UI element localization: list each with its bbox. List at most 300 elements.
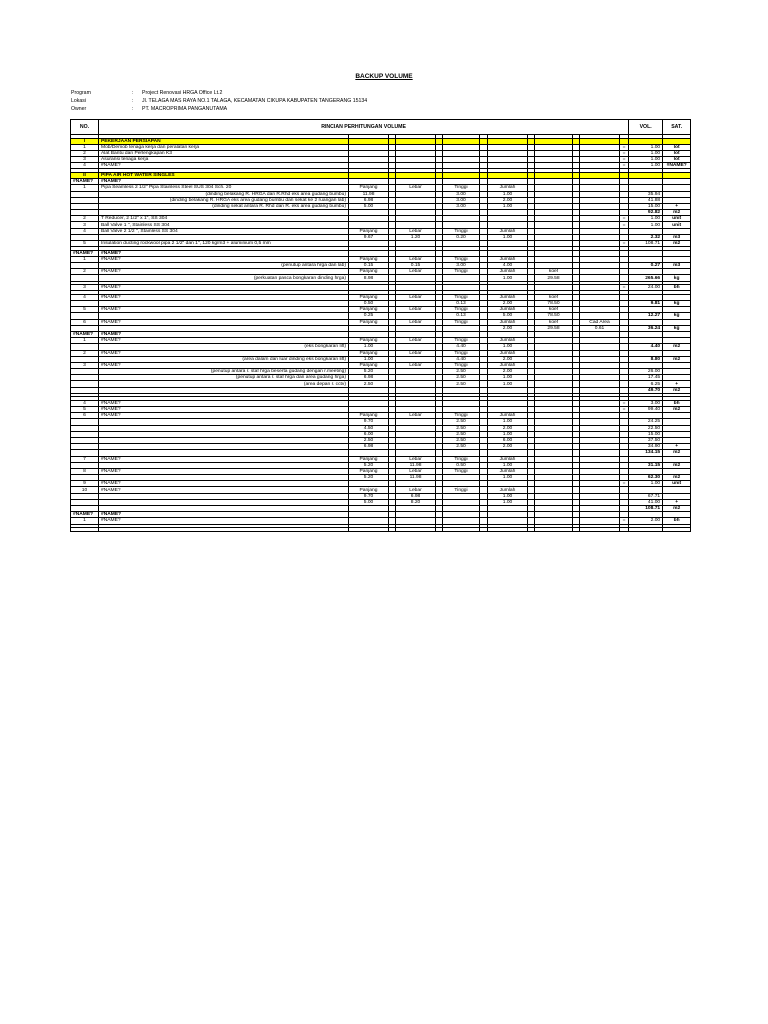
cell-dimension-d: 1.00 (488, 381, 528, 387)
cell-description: #NAME? (99, 338, 349, 344)
cell-no: 2 (71, 216, 99, 222)
cell-no: 1 (71, 144, 99, 150)
cell-description: #NAME? (99, 400, 349, 406)
info-label: Program (71, 90, 91, 96)
cell-dimension-b: Lebar (396, 256, 436, 262)
cell-description: #NAME? (99, 250, 349, 256)
cell-dimension-d: Jumlah (488, 319, 528, 325)
cell-volume: 31.15 (629, 462, 663, 468)
cell-volume: 108.71 (629, 241, 663, 247)
info-label: Owner (71, 106, 87, 112)
cell-no: 4 (71, 228, 99, 234)
cell-volume: 134.15 (629, 450, 663, 456)
cell-volume: 1.00 (629, 481, 663, 487)
cell-volume: 49.70 (629, 387, 663, 393)
cell-no: 4 (71, 163, 99, 169)
cell-dimension-a: 1.00 (349, 356, 389, 362)
cell-no: 3 (71, 222, 99, 228)
cell-description: #NAME? (99, 163, 349, 169)
info-separator: : (132, 98, 134, 104)
info-row-owner (71, 105, 367, 113)
cell-volume: 2.32 (629, 234, 663, 240)
cell-dimension-a: 5.00 (349, 499, 389, 505)
info-row-lokasi (71, 97, 367, 105)
cell-dimension-f: Cad Area (580, 319, 620, 325)
cell-dimension-a: Panjang (349, 185, 389, 191)
cell-unit: lot (663, 157, 691, 163)
cell-unit: + (663, 444, 691, 450)
cell-divider (389, 528, 396, 532)
cell-dimension-c: 4.40 (443, 356, 480, 362)
cell-volume: 1.00 (629, 163, 663, 169)
cell-no: 4 (71, 400, 99, 406)
cell-description: (dinding belakang R. HRGA dan R.Rhd eks area gudang bumbu) (99, 191, 349, 197)
volume-table (70, 119, 691, 532)
cell-description: #NAME? (99, 407, 349, 413)
cell-dimension-a: 0.15 (349, 263, 389, 269)
cell-dimension-b: Lebar (396, 338, 436, 344)
cell-dimension-e: 78.50 (535, 313, 573, 319)
cell-dimension-a: Panjang (349, 294, 389, 300)
cell-dimension-b: 6.98 (396, 493, 436, 499)
cell-unit: kg (663, 313, 691, 319)
cell-dimension-c: 0.20 (443, 234, 480, 240)
cell-dimension-a: 1.00 (349, 344, 389, 350)
cell-dimension-b: Lebar (396, 487, 436, 493)
cell-dimension-d: Jumlah (488, 456, 528, 462)
cell-equals: = (620, 150, 629, 156)
cell-dimension-b: Lebar (396, 269, 436, 275)
info-separator: : (132, 90, 134, 96)
cell-description: #NAME? (99, 362, 349, 368)
cell-no: I (71, 138, 99, 144)
cell-dimension-d: Jumlah (488, 228, 528, 234)
cell-volume: 265.66 (629, 275, 663, 281)
cell-dimension-c: 0.50 (443, 462, 480, 468)
cell-unit: m2 (663, 387, 691, 393)
cell-no: 2 (71, 269, 99, 275)
cell-volume: 24.00 (629, 285, 663, 291)
cell-dimension-e: 29.58 (535, 325, 573, 331)
cell-equals: = (620, 157, 629, 163)
cell-equals: = (620, 222, 629, 228)
cell-dimension-b: Lebar (396, 456, 436, 462)
cell-dimension-d: 1.00 (488, 234, 528, 240)
cell-dimension-d: 1.00 (488, 475, 528, 481)
cell-volume: 37.50 (629, 437, 663, 443)
cell-dimension-c (443, 528, 480, 532)
cell-unit: kg (663, 325, 691, 331)
cell-dimension-c: 3.00 (443, 197, 480, 203)
cell-equals: = (620, 407, 629, 413)
cell-description: #NAME? (99, 487, 349, 493)
cell-no: #NAME? (71, 179, 99, 185)
cell-equals: = (620, 241, 629, 247)
cell-volume: 1.00 (629, 222, 663, 228)
cell-volume: 41.88 (629, 197, 663, 203)
cell-divider (436, 528, 443, 532)
cell-volume: 35.94 (629, 191, 663, 197)
cell-dimension-e: koef (535, 294, 573, 300)
cell-dimension-c: Tinggi (443, 362, 480, 368)
cell-dimension-c: 3.00 (443, 191, 480, 197)
cell-description: Pipa Seamless 2 1/2" Pipa Stainless Steel SUS 304 Sch. 20 (99, 185, 349, 191)
cell-dimension-c: Tinggi (443, 256, 480, 262)
cell-no: 1 (71, 338, 99, 344)
cell-unit: m2 (663, 344, 691, 350)
cell-dimension-d: 2.00 (488, 425, 528, 431)
cell-dimension-e: koef (535, 319, 573, 325)
cell-description: #NAME? (99, 269, 349, 275)
cell-dimension-d: 4.00 (488, 263, 528, 269)
cell-dimension-a: 0.25 (349, 313, 389, 319)
cell-unit: + (663, 499, 691, 505)
cell-dimension-f: 0.61 (580, 325, 620, 331)
table-body (71, 135, 691, 532)
cell-dimension-a: 8.98 (349, 275, 389, 281)
cell-dimension-b: Lebar (396, 307, 436, 313)
cell-no: 5 (71, 307, 99, 313)
info-separator: : (132, 106, 134, 112)
cell-dimension-c: 2.50 (443, 425, 480, 431)
cell-dimension-c: Tinggi (443, 228, 480, 234)
cell-dimension-d: 2.00 (488, 325, 528, 331)
cell-divider (528, 528, 535, 532)
cell-description: (penutup antara r. staf hrga beserta gudang dengan r.meeting) (99, 369, 349, 375)
cell-equals (620, 528, 629, 532)
cell-volume: 9.81 (629, 301, 663, 307)
cell-no: 5 (71, 407, 99, 413)
cell-dimension-d: 1.00 (488, 493, 528, 499)
cell-dimension-d (488, 528, 528, 532)
cell-unit: bh (663, 518, 691, 524)
cell-volume: 2.00 (629, 518, 663, 524)
cell-dimension-b: Lebar (396, 185, 436, 191)
cell-volume: 15.00 (629, 431, 663, 437)
spacer-row (71, 528, 691, 532)
cell-equals: = (620, 285, 629, 291)
cell-dimension-c: 2.50 (443, 437, 480, 443)
cell-volume: 24.25 (629, 419, 663, 425)
cell-dimension-c: 2.50 (443, 444, 480, 450)
cell-unit: bh (663, 400, 691, 406)
header-no: NO. (71, 120, 99, 135)
cell-no: 1 (71, 256, 99, 262)
cell-dimension-c: Tinggi (443, 456, 480, 462)
cell-dimension-d: Jumlah (488, 307, 528, 313)
cell-unit: m2 (663, 356, 691, 362)
cell-dimension-a: 9.70 (349, 419, 389, 425)
cell-equals: = (620, 216, 629, 222)
cell-dimension-c: Tinggi (443, 185, 480, 191)
cell-dimension-b: 1.20 (396, 234, 436, 240)
cell-volume: 15.00 (629, 203, 663, 209)
cell-dimension-c: Tinggi (443, 487, 480, 493)
cell-dimension-d: 1.00 (488, 419, 528, 425)
cell-volume: 67.71 (629, 493, 663, 499)
info-row-program (71, 89, 367, 97)
cell-dimension-a: 5.00 (349, 203, 389, 209)
cell-dimension-d: Jumlah (488, 468, 528, 474)
cell-dimension-b (396, 528, 436, 532)
cell-description: (eks bongkaran lift) (99, 344, 349, 350)
cell-dimension-a: Panjang (349, 307, 389, 313)
cell-description: #NAME? (99, 350, 349, 356)
cell-volume: 6.25 (629, 381, 663, 387)
cell-dimension-d: Jumlah (488, 185, 528, 191)
cell-description: #NAME? (99, 518, 349, 524)
cell-no: 9 (71, 481, 99, 487)
cell-dimension-c: Tinggi (443, 350, 480, 356)
cell-dimension-b: 11.98 (396, 475, 436, 481)
cell-dimension-c: 2.50 (443, 419, 480, 425)
cell-dimension-d: Jumlah (488, 338, 528, 344)
cell-description (99, 528, 349, 532)
header-unit: SAT. (663, 120, 691, 135)
cell-dimension-a: 5.20 (349, 462, 389, 468)
cell-dimension-a: Panjang (349, 319, 389, 325)
cell-no: #NAME? (71, 250, 99, 256)
cell-dimension-d: 2.00 (488, 369, 528, 375)
cell-unit: m2 (663, 450, 691, 456)
cell-volume: 3.00 (629, 400, 663, 406)
cell-dimension-a: 6.98 (349, 444, 389, 450)
cell-volume: 36.24 (629, 325, 663, 331)
cell-dimension-d: 1.00 (488, 462, 528, 468)
cell-description: #NAME? (99, 456, 349, 462)
cell-equals: = (620, 163, 629, 169)
cell-description: Ball Valve 2 1/2 ", Stainless SS 304 (99, 228, 349, 234)
cell-dimension-c: Tinggi (443, 294, 480, 300)
cell-dimension-d: Jumlah (488, 413, 528, 419)
cell-volume: 41.00 (629, 499, 663, 505)
cell-dimension-b: 8.20 (396, 499, 436, 505)
cell-dimension-b: 11.98 (396, 462, 436, 468)
cell-dimension-a: 0.50 (349, 301, 389, 307)
cell-description: (area dalam dan luar dinding eks bongkaran lift) (99, 356, 349, 362)
cell-no: 3 (71, 362, 99, 368)
cell-unit: m2 (663, 462, 691, 468)
cell-description: (area depan r. cctv) (99, 381, 349, 387)
cell-dimension-a: Panjang (349, 228, 389, 234)
cell-volume: 12.27 (629, 313, 663, 319)
cell-dimension-a: 6.98 (349, 375, 389, 381)
cell-dimension-d: 1.00 (488, 499, 528, 505)
cell-description: (dinding sekat antara R. Rhd dan R. eks area gudang bumbu) (99, 203, 349, 209)
cell-dimension-a: 2.50 (349, 437, 389, 443)
cell-unit: m2 (663, 407, 691, 413)
cell-dimension-a: 6.00 (349, 431, 389, 437)
cell-volume: 108.71 (629, 506, 663, 512)
cell-unit (663, 528, 691, 532)
cell-no: 2 (71, 350, 99, 356)
cell-volume: 34.90 (629, 444, 663, 450)
cell-volume: 1.00 (629, 150, 663, 156)
cell-dimension-c: 3.00 (443, 203, 480, 209)
cell-unit: m2 (663, 241, 691, 247)
cell-description: #NAME? (99, 331, 349, 337)
info-value: PT. MACROPRIMA PANGANUTAMA (142, 106, 228, 112)
cell-no: 1 (71, 185, 99, 191)
cell-unit: bh (663, 285, 691, 291)
cell-unit: m3 (663, 234, 691, 240)
cell-dimension-a: Panjang (349, 350, 389, 356)
cell-description: #NAME? (99, 179, 349, 185)
cell-dimension-c: 3.00 (443, 263, 480, 269)
cell-dimension-c: Tinggi (443, 269, 480, 275)
cell-volume: 22.50 (629, 425, 663, 431)
cell-no: 1 (71, 518, 99, 524)
cell-description: Mob/Demob tenaga kerja dan peralatan kerja (99, 144, 349, 150)
cell-description: #NAME? (99, 468, 349, 474)
cell-dimension-a: Panjang (349, 269, 389, 275)
cell-description: (dinding belakang R. HRGA eks area gudang bumbu dan sekat ke 2 ruangan lab) (99, 197, 349, 203)
cell-divider (480, 528, 488, 532)
cell-description: PIPA AIR HOT WATER SINGLES (99, 172, 349, 178)
cell-no: 7 (71, 456, 99, 462)
cell-dimension-e (535, 528, 573, 532)
cell-volume: 8.80 (629, 356, 663, 362)
cell-unit: kg (663, 275, 691, 281)
cell-equals: = (620, 400, 629, 406)
cell-description: #NAME? (99, 285, 349, 291)
cell-dimension-b: 0.15 (396, 263, 436, 269)
cell-unit: lot (663, 150, 691, 156)
cell-dimension-d: Jumlah (488, 350, 528, 356)
header-description: RINCIAN PERHITUNGAN VOLUME (99, 120, 629, 135)
cell-volume: 1.00 (629, 157, 663, 163)
cell-unit: unit (663, 222, 691, 228)
cell-unit: m2 (663, 475, 691, 481)
cell-volume: 1.00 (629, 144, 663, 150)
cell-description: #NAME? (99, 512, 349, 518)
cell-divider (573, 528, 580, 532)
cell-dimension-a: 9.70 (349, 493, 389, 499)
cell-description: #NAME? (99, 481, 349, 487)
cell-volume: 92.82 (629, 210, 663, 216)
cell-dimension-d: 1.00 (488, 344, 528, 350)
cell-dimension-f (580, 528, 620, 532)
cell-dimension-c: 0.13 (443, 313, 480, 319)
cell-no: II (71, 172, 99, 178)
cell-no: 4 (71, 294, 99, 300)
cell-no: 6 (71, 413, 99, 419)
cell-dimension-a: Panjang (349, 456, 389, 462)
cell-equals: = (620, 481, 629, 487)
cell-dimension-c: 2.50 (443, 375, 480, 381)
cell-unit: m2 (663, 210, 691, 216)
cell-unit: unit (663, 481, 691, 487)
cell-no: 2 (71, 150, 99, 156)
cell-dimension-d: 5.00 (488, 313, 528, 319)
cell-dimension-d: 1.00 (488, 203, 528, 209)
cell-dimension-d: 2.00 (488, 301, 528, 307)
cell-dimension-b: Lebar (396, 228, 436, 234)
cell-description: PEKERJAAN PERSIAPAN (99, 138, 349, 144)
cell-dimension-b: Lebar (396, 294, 436, 300)
cell-no: 5 (71, 241, 99, 247)
cell-dimension-e: 78.50 (535, 301, 573, 307)
cell-dimension-c: 2.50 (443, 431, 480, 437)
cell-dimension-a: 11.98 (349, 191, 389, 197)
cell-dimension-d: Jumlah (488, 487, 528, 493)
cell-unit: kg (663, 301, 691, 307)
cell-dimension-c: 0.13 (443, 301, 480, 307)
cell-no: 6 (71, 319, 99, 325)
cell-dimension-a: Panjang (349, 338, 389, 344)
cell-dimension-b: Lebar (396, 350, 436, 356)
cell-description: Ball Valve 1 ", Stainless SS 304 (99, 222, 349, 228)
cell-dimension-c: Tinggi (443, 319, 480, 325)
cell-dimension-e: koef (535, 307, 573, 313)
cell-unit: + (663, 381, 691, 387)
cell-dimension-b: Lebar (396, 468, 436, 474)
cell-unit: unit (663, 216, 691, 222)
cell-no: #NAME? (71, 331, 99, 337)
cell-volume: 1.00 (629, 216, 663, 222)
cell-dimension-a: 9.67 (349, 234, 389, 240)
info-value: Jl. TELAGA MAS RAYA NO.1 TALAGA, KECAMATAN CIKUPA KABUPATEN TANGERANG 15134 (142, 98, 368, 104)
cell-no: 3 (71, 157, 99, 163)
cell-dimension-d: 1.00 (488, 375, 528, 381)
cell-dimension-d: Jumlah (488, 362, 528, 368)
cell-dimension-a: Panjang (349, 362, 389, 368)
cell-description: #NAME? (99, 256, 349, 262)
cell-no (71, 528, 99, 532)
cell-dimension-d: 2.00 (488, 444, 528, 450)
cell-unit: m3 (663, 263, 691, 269)
cell-unit: m2 (663, 506, 691, 512)
cell-dimension-a: 5.20 (349, 475, 389, 481)
cell-equals: = (620, 144, 629, 150)
cell-dimension-c: 2.50 (443, 369, 480, 375)
cell-dimension-a: 6.98 (349, 197, 389, 203)
cell-dimension-c: 2.50 (443, 381, 480, 387)
cell-dimension-a (349, 528, 389, 532)
cell-dimension-d: Jumlah (488, 294, 528, 300)
cell-description: Asuransi tenaga kerja (99, 157, 349, 163)
cell-volume: 62.30 (629, 475, 663, 481)
cell-dimension-e: 29.58 (535, 275, 573, 281)
cell-dimension-d: 2.00 (488, 356, 528, 362)
cell-volume: 17.45 (629, 375, 663, 381)
cell-dimension-b: Lebar (396, 362, 436, 368)
cell-volume: 4.40 (629, 344, 663, 350)
project-info (71, 89, 367, 113)
cell-volume: 26.00 (629, 369, 663, 375)
cell-dimension-d: 6.00 (488, 437, 528, 443)
cell-dimension-d: Jumlah (488, 256, 528, 262)
cell-dimension-a: 4.50 (349, 425, 389, 431)
cell-volume (629, 528, 663, 532)
cell-description: (penutup antara r. staf hrga dan area gudang hrga) (99, 375, 349, 381)
info-value: Project Renovasi HRGA Office Lt.2 (142, 90, 223, 96)
cell-dimension-c: Tinggi (443, 307, 480, 313)
cell-description: #NAME? (99, 307, 349, 313)
info-label: Lokasi (71, 98, 86, 104)
cell-unit: lot (663, 144, 691, 150)
cell-dimension-d: 1.00 (488, 275, 528, 281)
cell-dimension-b: Lebar (396, 413, 436, 419)
cell-description: #NAME? (99, 294, 349, 300)
table-header-row (71, 120, 691, 135)
cell-dimension-c: 4.40 (443, 344, 480, 350)
cell-dimension-e: koef (535, 269, 573, 275)
cell-description: (penutup antara hrga dan lab) (99, 263, 349, 269)
cell-dimension-a: Panjang (349, 487, 389, 493)
cell-unit: #NAME? (663, 163, 691, 169)
cell-dimension-d: 2.00 (488, 197, 528, 203)
